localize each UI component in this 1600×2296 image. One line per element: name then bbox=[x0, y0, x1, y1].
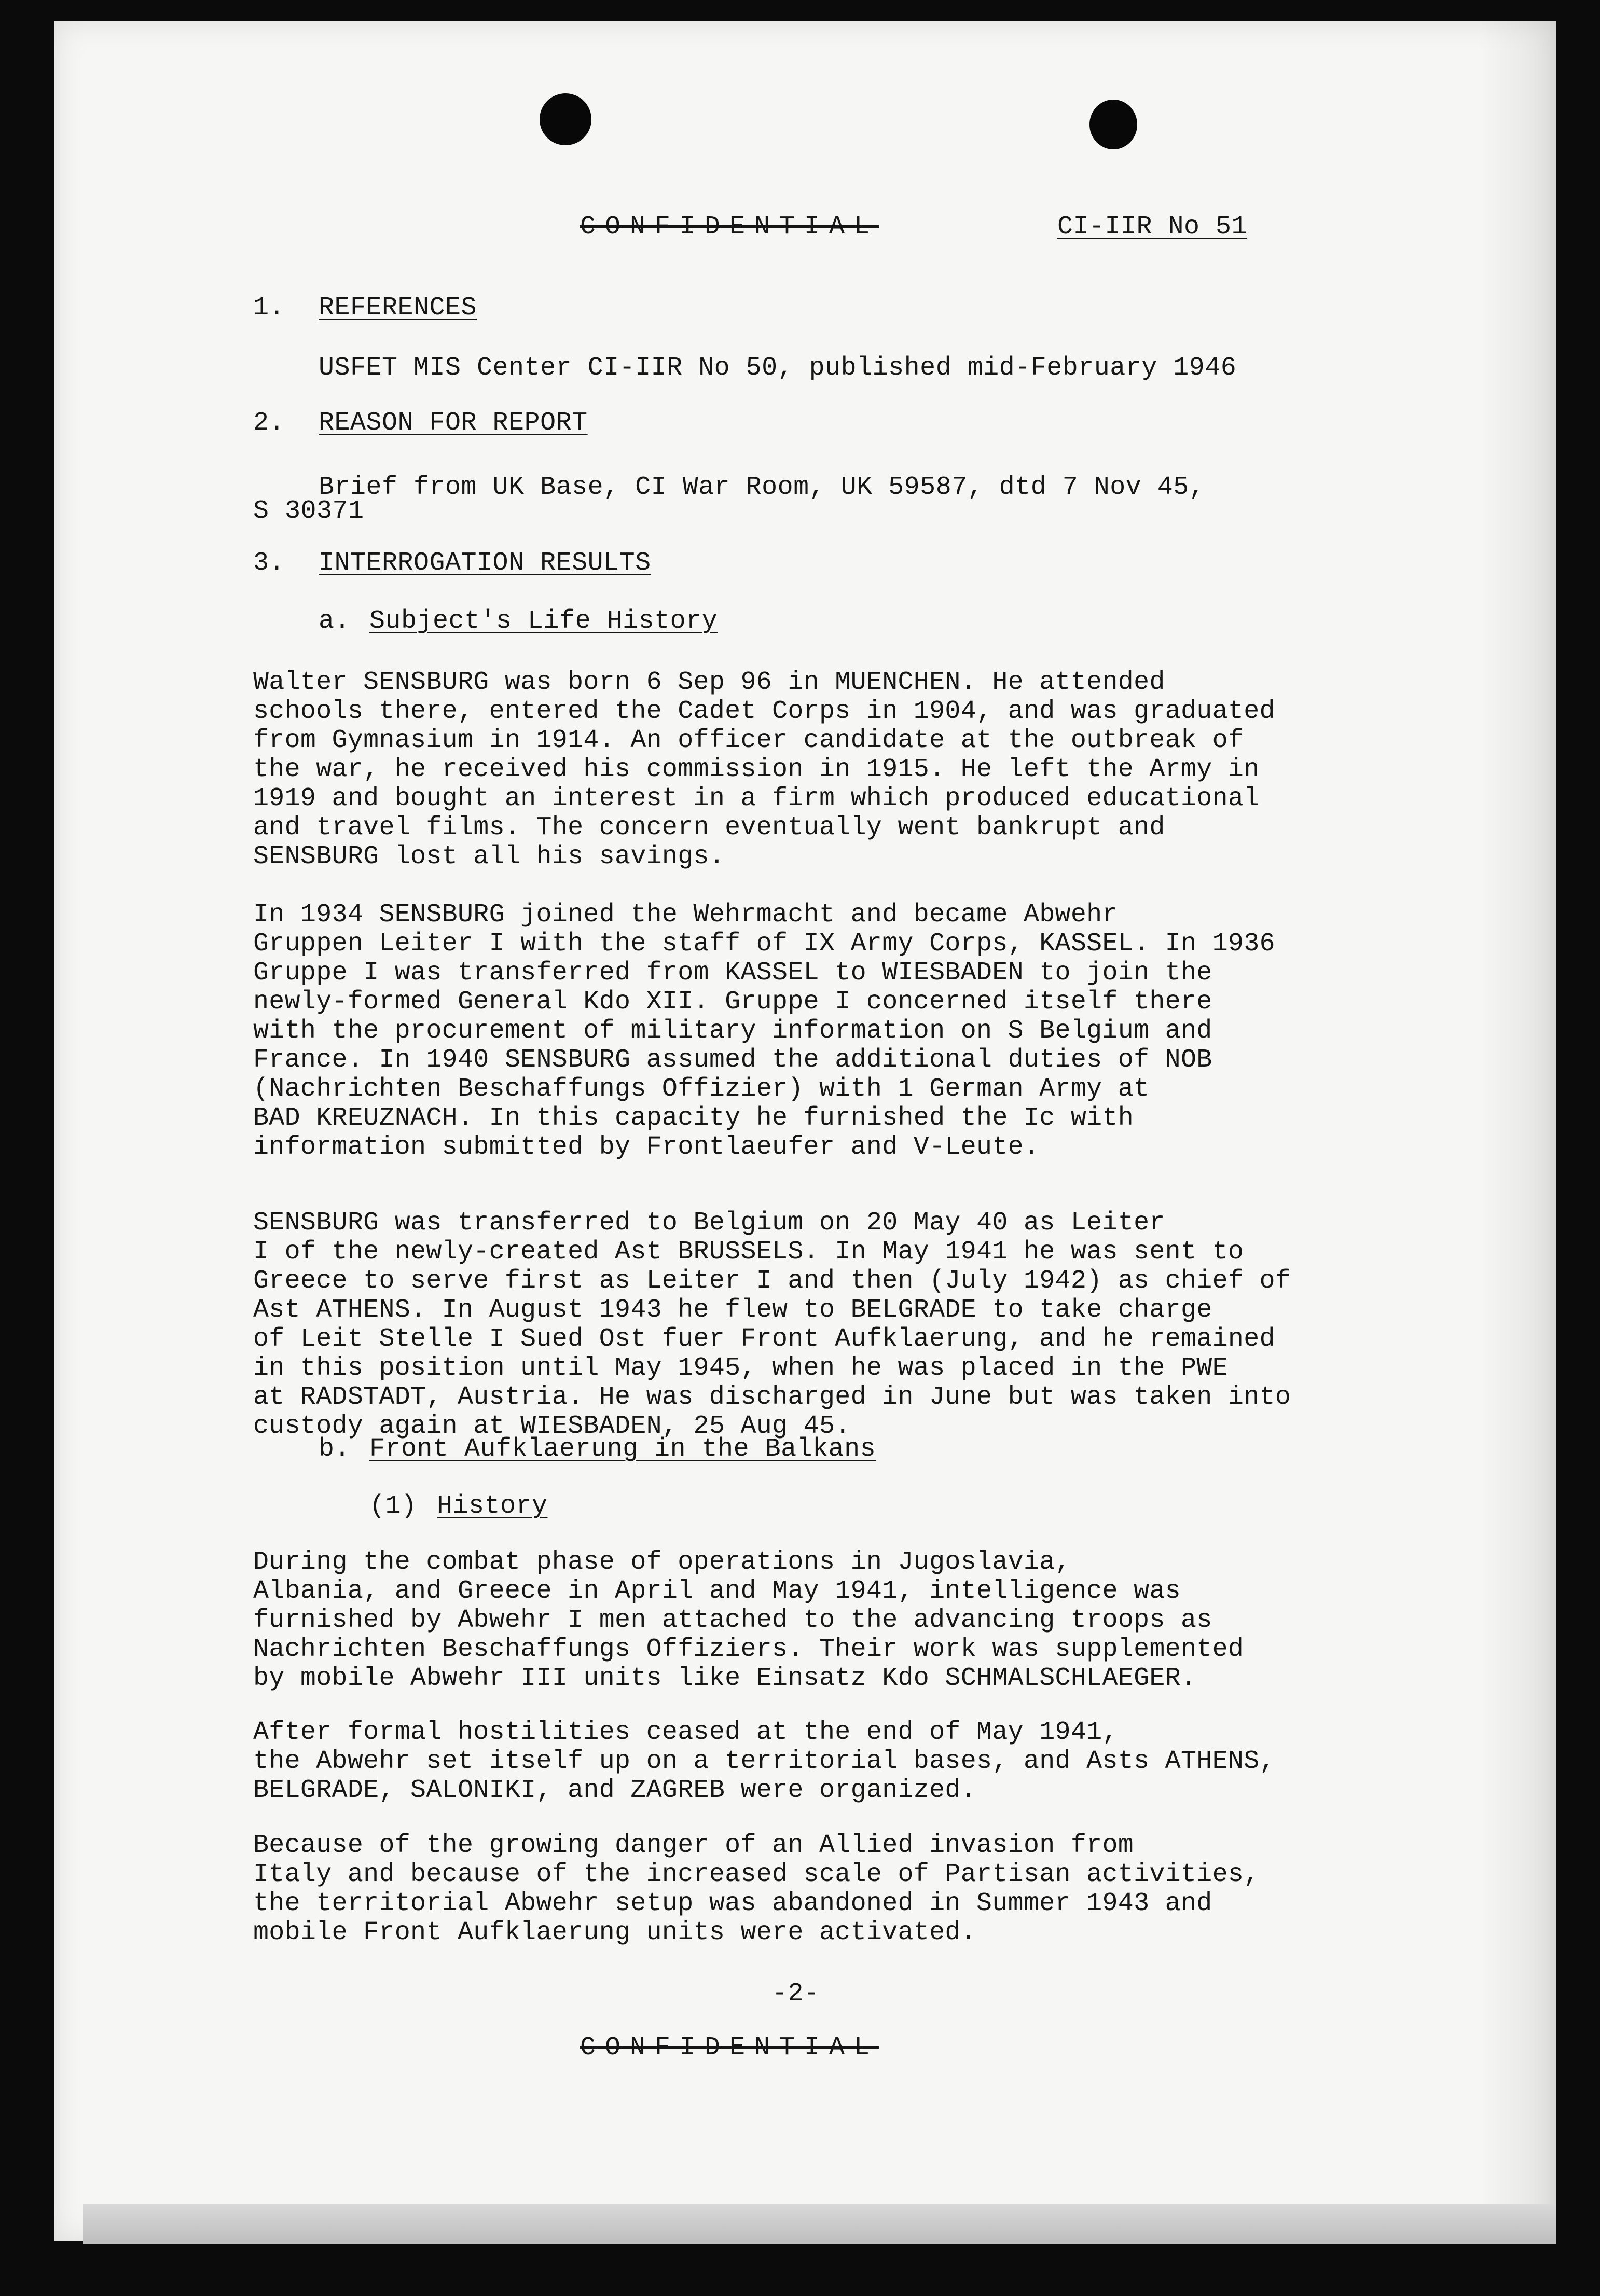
life-history-paragraph-1: Walter SENSBURG was born 6 Sep 96 in MUENCHEN. He attended schools there, entered the Cadet Corps in 1904, and was graduated from Gymnasium in 1914. An officer candidate at the outbreak of the war, he received his commission in 1915. He left the Army in 1919 and bought an interest in a firm which produced educational and travel films. The concern eventually went bankrupt and SENSBURG lost all his savings. bbox=[253, 668, 1275, 872]
subsection-b-heading: Front Aufklaerung in the Balkans bbox=[369, 1434, 876, 1464]
page-number: -2- bbox=[772, 1979, 820, 2009]
punch-hole-left bbox=[540, 93, 591, 145]
footer-classification: CONFIDENTIAL bbox=[580, 2033, 879, 2063]
section-1-number: 1. bbox=[253, 293, 285, 323]
report-number: CI-IIR No 51 bbox=[1057, 212, 1248, 242]
subsection-b-label: b. bbox=[319, 1434, 351, 1464]
page-edge-shadow bbox=[1479, 21, 1556, 2241]
section-1-heading: REFERENCES bbox=[319, 293, 477, 323]
subsection-a-label: a. bbox=[319, 606, 351, 636]
life-history-paragraph-3: SENSBURG was transferred to Belgium on 20 May 40 as Leiter I of the newly-created Ast BRUSSELS. In May 1941 he was sent to Greece to serve first as Leiter I and then (July 1942) as chief of Ast ATHENS. In August 1943 he flew to BELGRADE to take charge of Leit Stelle I Sued Ost fuer Front Aufklaerung, and he remained in this position until May 1945, when he was placed in the PWE at RADSTADT, Austria. He was discharged in June but was taken into custody again at WIESBADEN, 25 Aug 45. bbox=[253, 1208, 1291, 1441]
section-3-heading: INTERROGATION RESULTS bbox=[319, 548, 651, 578]
section-2-text-line1: Brief from UK Base, CI War Room, UK 59587, dtd 7 Nov 45, bbox=[319, 473, 1205, 502]
header-classification: CONFIDENTIAL bbox=[580, 212, 879, 242]
section-2-text-line2: S 30371 bbox=[253, 496, 364, 526]
scanner-bottom-strip bbox=[83, 2204, 1556, 2244]
life-history-paragraph-2: In 1934 SENSBURG joined the Wehrmacht and became Abwehr Gruppen Leiter I with the staff of IX Army Corps, KASSEL. In 1936 Gruppe I was transferred from KASSEL to WIESBADEN to join the newly-formed General Kdo XII. Gruppe I concerned itself there with the procurement of military information on S Belgium and France. In 1940 SENSBURG assumed the additional duties of NOB (Nachrichten Beschaffungs Offizier) with 1 German Army at BAD KREUZNACH. In this capacity he furnished the Ic with information submitted by Frontlaeufer and V-Leute. bbox=[253, 900, 1275, 1162]
section-2-number: 2. bbox=[253, 408, 285, 438]
section-3-number: 3. bbox=[253, 548, 285, 578]
section-2-heading: REASON FOR REPORT bbox=[319, 408, 588, 438]
history-paragraph-2: After formal hostilities ceased at the end of May 1941, the Abwehr set itself up on a territorial bases, and Asts ATHENS, BELGRADE, SALONIKI, and ZAGREB were organized. bbox=[253, 1718, 1275, 1805]
history-paragraph-3: Because of the growing danger of an Allied invasion from Italy and because of the increased scale of Partisan activities, the territorial Abwehr setup was abandoned in Summer 1943 and mobile Front Aufklaerung units were activated. bbox=[253, 1831, 1260, 1947]
history-paragraph-1: During the combat phase of operations in Jugoslavia, Albania, and Greece in April and May 1941, intelligence was furnished by Abwehr I men attached to the advancing troops as Nachrichten Beschaffungs Offiziers. Their work was supplemented by mobile Abwehr III units like Einsatz Kdo SCHMALSCHLAEGER. bbox=[253, 1547, 1244, 1693]
sub-1-label: (1) bbox=[369, 1491, 417, 1521]
section-1-text: USFET MIS Center CI-IIR No 50, published mid-February 1946 bbox=[319, 353, 1237, 383]
sub-1-heading: History bbox=[437, 1491, 548, 1521]
subsection-a-heading: Subject's Life History bbox=[369, 606, 718, 636]
punch-hole-right bbox=[1089, 100, 1137, 149]
